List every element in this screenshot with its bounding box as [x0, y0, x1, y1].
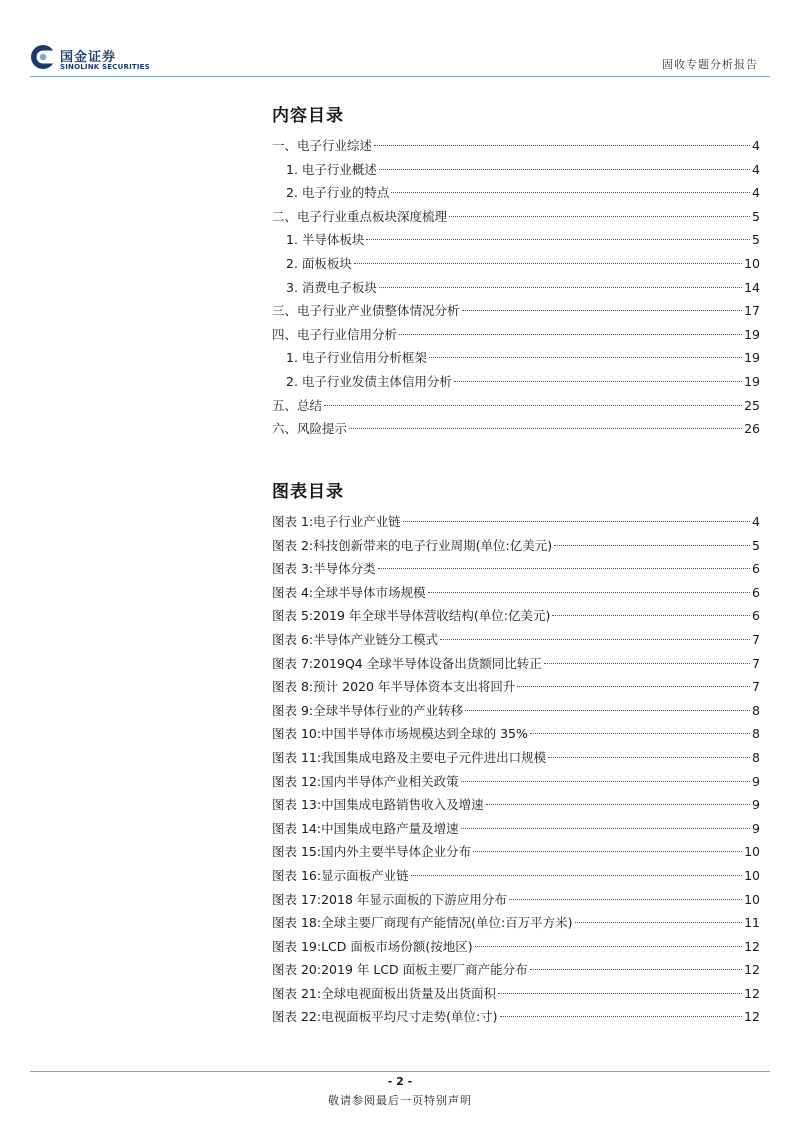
toc-entry[interactable]: [272, 323, 760, 347]
figure-entry-page: 7: [752, 631, 760, 647]
report-type: 固收专题分析报告: [662, 58, 758, 71]
header-divider: [30, 76, 770, 77]
figure-entry-label: 图表 12:国内半导体产业相关政策: [272, 773, 459, 789]
toc-entry[interactable]: [272, 134, 760, 158]
figure-entry-label: 图表 20:2019 年 LCD 面板主要厂商产能分布: [272, 962, 528, 978]
dot-leader: [530, 969, 742, 970]
figure-entry-label: 图表 14:中国集成电路产量及增速: [272, 820, 459, 836]
toc-entry-label: 三、电子行业产业债整体情况分析: [272, 303, 460, 319]
figure-entry-label: 图表 8:预计 2020 年半导体资本支出将回升: [272, 679, 516, 695]
toc-entry-label: 2. 电子行业的特点: [286, 185, 390, 201]
dot-leader: [349, 428, 742, 429]
dot-leader: [428, 592, 750, 593]
toc-entry-page: 26: [744, 421, 760, 437]
figure-entry[interactable]: [272, 958, 760, 982]
toc-entry-label: 3. 消费电子板块: [286, 279, 377, 295]
toc-entry-label: 五、总结: [272, 397, 323, 413]
toc-entry-page: 19: [744, 350, 760, 366]
toc-entry[interactable]: [272, 228, 760, 252]
figure-entry-page: 12: [744, 1009, 760, 1025]
figure-entry-label: 图表 11:我国集成电路及主要电子元件进出口规模: [272, 749, 547, 765]
toc-entry[interactable]: [272, 252, 760, 276]
dot-leader: [454, 381, 742, 382]
toc-entry[interactable]: [272, 299, 760, 323]
dot-leader: [462, 310, 743, 311]
dot-leader: [509, 899, 742, 900]
dot-leader: [461, 781, 750, 782]
contents-title: 内容目录: [272, 106, 344, 126]
toc-entry-label: 一、电子行业综述: [272, 138, 373, 153]
contents-section: [272, 104, 760, 441]
footer-divider: [30, 1071, 770, 1072]
dot-leader: [411, 875, 743, 876]
figure-entry[interactable]: [272, 604, 760, 628]
figures-title: 图表目录: [272, 482, 344, 502]
dot-leader: [366, 239, 750, 240]
figure-entry[interactable]: [272, 840, 760, 864]
toc-entry-page: 4: [752, 161, 760, 177]
dot-leader: [399, 334, 742, 335]
figure-entry[interactable]: [272, 675, 760, 699]
brand-name-en: SINOLINK SECURITIES: [60, 63, 150, 71]
dot-leader: [544, 663, 750, 664]
figure-entry-label: 图表 6:半导体产业链分工模式: [272, 631, 439, 647]
toc-entry[interactable]: [272, 158, 760, 182]
dot-leader: [354, 263, 742, 264]
toc-entry-label: 1. 电子行业信用分析框架: [286, 350, 427, 366]
dot-leader: [575, 922, 743, 923]
figure-entry-page: 7: [752, 655, 760, 671]
toc-entry[interactable]: [272, 276, 760, 300]
figure-entry-page: 5: [752, 537, 760, 553]
figure-entry[interactable]: [272, 817, 760, 841]
toc-entry-label: 四、电子行业信用分析: [272, 326, 398, 342]
dot-leader: [486, 804, 750, 805]
toc-entry-page: 19: [744, 373, 760, 389]
contents-list: [272, 134, 760, 441]
figure-entry-page: 7: [752, 679, 760, 695]
figure-entry-label: 图表 5:2019 年全球半导体营收结构(单位:亿美元): [272, 608, 551, 624]
figure-entry-label: 图表 21:全球电视面板出货量及出货面积: [272, 985, 497, 1001]
dot-leader: [391, 192, 750, 193]
toc-entry-page: 14: [744, 279, 760, 295]
page-header: [0, 0, 800, 80]
figure-entry[interactable]: [272, 557, 760, 581]
figure-entry-page: 10: [744, 867, 760, 883]
figure-entry-page: 8: [752, 749, 760, 765]
figure-entry[interactable]: [272, 534, 760, 558]
dot-leader: [500, 1016, 743, 1017]
figure-entry[interactable]: [272, 888, 760, 912]
dot-leader: [379, 287, 742, 288]
figure-entry[interactable]: [272, 982, 760, 1006]
dot-leader: [449, 216, 750, 217]
figure-entry-page: 8: [752, 726, 760, 742]
figure-entry-label: 图表 22:电视面板平均尺寸走势(单位:寸): [272, 1009, 498, 1025]
figure-entry-label: 图表 1:电子行业产业链: [272, 514, 401, 529]
figure-entry-label: 图表 18:全球主要厂商现有产能情况(单位:百万平方米): [272, 915, 573, 931]
dot-leader: [403, 521, 750, 522]
figure-entry-label: 图表 13:中国集成电路销售收入及增速: [272, 797, 484, 813]
figure-entry-page: 10: [744, 844, 760, 860]
toc-entry-label: 2. 电子行业发债主体信用分析: [286, 373, 452, 389]
figure-entry-page: 9: [752, 820, 760, 836]
toc-entry-page: 4: [752, 138, 760, 153]
toc-entry-label: 1. 半导体板块: [286, 232, 365, 248]
page-number: - 2 -: [387, 1075, 413, 1088]
toc-entry-page: 17: [744, 303, 760, 319]
figure-entry-label: 图表 19:LCD 面板市场份额(按地区): [272, 938, 473, 954]
sinolink-logo-icon: [30, 44, 56, 70]
figure-entry-page: 4: [752, 514, 760, 529]
figure-entry[interactable]: [272, 699, 760, 723]
dot-leader: [374, 145, 750, 146]
figures-section: [272, 480, 760, 1029]
toc-entry[interactable]: [272, 417, 760, 441]
figure-entry[interactable]: [272, 652, 760, 676]
dot-leader: [429, 357, 742, 358]
figure-entry-label: 图表 9:全球半导体行业的产业转移: [272, 702, 464, 718]
figure-entry-page: 6: [752, 608, 760, 624]
toc-entry-label: 六、风险提示: [272, 421, 348, 437]
figure-entry[interactable]: [272, 770, 760, 794]
toc-entry[interactable]: [272, 346, 760, 370]
dot-leader: [379, 169, 750, 170]
figure-entry-label: 图表 3:半导体分类: [272, 561, 376, 577]
dot-leader: [324, 405, 742, 406]
figure-entry[interactable]: [272, 911, 760, 935]
toc-entry-page: 10: [744, 255, 760, 271]
toc-entry-page: 5: [752, 208, 760, 224]
figure-entry-page: 6: [752, 561, 760, 577]
figure-entry-page: 9: [752, 773, 760, 789]
dot-leader: [465, 710, 750, 711]
figure-entry-label: 图表 2:科技创新带来的电子行业周期(单位:亿美元): [272, 537, 553, 553]
figure-entry-page: 10: [744, 891, 760, 907]
toc-entry-label: 二、电子行业重点板块深度梳理: [272, 208, 448, 224]
figure-entry[interactable]: [272, 935, 760, 959]
brand-name-cn: 国金证券: [60, 50, 117, 65]
figures-list: [272, 510, 760, 1029]
figure-entry-page: 12: [744, 985, 760, 1001]
dot-leader: [554, 545, 750, 546]
figure-entry[interactable]: [272, 864, 760, 888]
dot-leader: [552, 615, 750, 616]
figure-entry-label: 图表 15:国内外主要半导体企业分布: [272, 844, 472, 860]
toc-entry-page: 19: [744, 326, 760, 342]
dot-leader: [473, 851, 742, 852]
toc-entry-page: 25: [744, 397, 760, 413]
figure-entry-label: 图表 7:2019Q4 全球半导体设备出货额同比转正: [272, 655, 542, 671]
figure-entry[interactable]: [272, 1005, 760, 1029]
figure-entry-page: 12: [744, 962, 760, 978]
figure-entry[interactable]: [272, 628, 760, 652]
dot-leader: [530, 733, 750, 734]
toc-entry[interactable]: [272, 205, 760, 229]
figure-entry-page: 6: [752, 584, 760, 600]
toc-entry[interactable]: [272, 370, 760, 394]
figure-entry[interactable]: [272, 581, 760, 605]
toc-entry[interactable]: [272, 394, 760, 418]
figure-entry-label: 图表 16:显示面板产业链: [272, 867, 409, 883]
toc-entry[interactable]: [272, 181, 760, 205]
disclaimer-note: 敬请参阅最后一页特别声明: [328, 1094, 472, 1107]
dot-leader: [461, 828, 750, 829]
figure-entry[interactable]: [272, 722, 760, 746]
figure-entry[interactable]: [272, 510, 760, 534]
company-logo: [30, 44, 160, 76]
figure-entry-page: 9: [752, 797, 760, 813]
figure-entry[interactable]: [272, 746, 760, 770]
figure-entry-page: 11: [744, 915, 760, 931]
dot-leader: [517, 686, 750, 687]
dot-leader: [498, 993, 742, 994]
figure-entry-label: 图表 4:全球半导体市场规模: [272, 584, 426, 600]
figure-entry[interactable]: [272, 793, 760, 817]
toc-entry-label: 1. 电子行业概述: [286, 161, 377, 177]
figure-entry-page: 8: [752, 702, 760, 718]
dot-leader: [378, 568, 750, 569]
figure-entry-label: 图表 10:中国半导体市场规模达到全球的 35%: [272, 726, 528, 742]
dot-leader: [475, 946, 742, 947]
figure-entry-page: 12: [744, 938, 760, 954]
dot-leader: [440, 639, 750, 640]
toc-entry-page: 5: [752, 232, 760, 248]
toc-entry-page: 4: [752, 185, 760, 201]
figure-entry-label: 图表 17:2018 年显示面板的下游应用分布: [272, 891, 507, 907]
toc-entry-label: 2. 面板板块: [286, 255, 352, 271]
dot-leader: [548, 757, 750, 758]
